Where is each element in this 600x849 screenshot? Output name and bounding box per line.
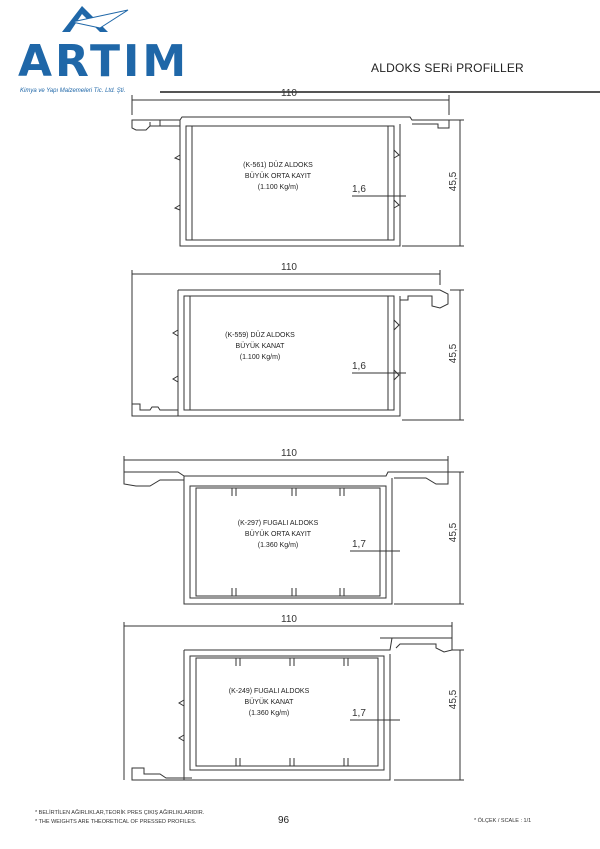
footnote-en: * THE WEIGHTS ARE THEORETICAL OF PRESSED PROFILES. — [35, 819, 197, 825]
logo-text: ARTIM — [18, 36, 190, 87]
profile-code: (K-559) DÜZ ALDOKS — [225, 332, 295, 339]
page-title: ALDOKS SERi PROFiLLER — [371, 61, 524, 75]
profile-code: (K-249) FUGALI ALDOKS — [228, 688, 310, 695]
profile-code: (K-297) FUGALI ALDOKS — [237, 520, 319, 527]
width-dimension: 110 — [281, 448, 297, 459]
height-dimension: 45,5 — [448, 343, 460, 364]
logo-subtitle: Kimya ve Yapı Malzemeleri Tic. Ltd. Şti. — [20, 88, 126, 94]
profile-weight: (1.360 Kg/m) — [257, 542, 299, 549]
profile-name: BÜYÜK ORTA KAYIT — [244, 531, 312, 538]
profile-weight: (1.100 Kg/m) — [239, 354, 281, 361]
profile-name: BÜYÜK KANAT — [235, 343, 285, 350]
footnote-tr: * BELİRTİLEN AĞIRLIKLAR,TEORİK PRES ÇIKIŞ AĞIRLIKLARIDIR. — [35, 810, 205, 816]
wall-dimension: 1,6 — [352, 361, 366, 372]
width-dimension: 110 — [281, 88, 297, 99]
width-dimension: 110 — [281, 614, 297, 625]
profile-code: (K-561) DÜZ ALDOKS — [243, 162, 313, 169]
page-number: 96 — [278, 815, 290, 826]
height-dimension: 45,5 — [448, 171, 460, 192]
wall-dimension: 1,7 — [352, 539, 366, 550]
profile-name: BÜYÜK KANAT — [244, 699, 294, 706]
wall-dimension: 1,6 — [352, 184, 366, 195]
profile-weight: (1.360 Kg/m) — [248, 710, 290, 717]
height-dimension: 45,5 — [448, 522, 460, 543]
width-dimension: 110 — [281, 262, 297, 273]
scale-note: * ÖLÇEK / SCALE : 1/1 — [474, 818, 532, 824]
height-dimension: 45,5 — [448, 689, 460, 710]
logo-mark — [62, 6, 128, 32]
profile-name: BÜYÜK ORTA KAYIT — [244, 173, 312, 180]
wall-dimension: 1,7 — [352, 708, 366, 719]
profile-weight: (1.100 Kg/m) — [257, 184, 299, 191]
